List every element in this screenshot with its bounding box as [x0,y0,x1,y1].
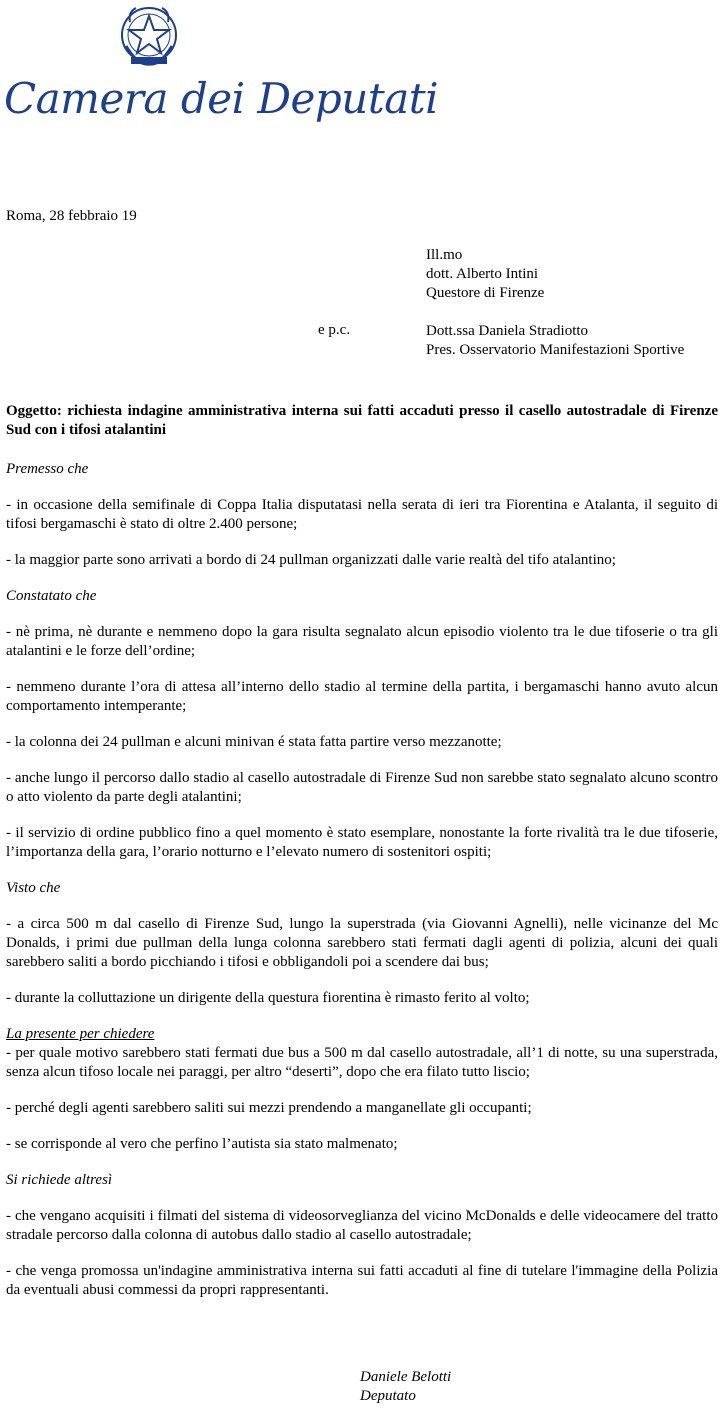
paragraph: - durante la colluttazione un dirigente della questura fiorentina è rimasto ferito al volto; [6,990,530,1006]
recipient-line: Ill.mo [426,247,463,263]
paragraph: - a circa 500 m dal casello di Firenze Sud, lungo la superstrada (via Giovanni Agnelli), nelle vicinanze del Mc Donalds, i primi due pullman della lunga colonna sarebbero stati fermati dagli agenti di polizia, alcuni dei quali sarebbero saliti a bordo picchiando i tifosi e obbligandoli poi a scendere dai bus; [6,916,718,970]
section-heading: La presente per chiedere [6,1026,155,1042]
recipient-line: Questore di Firenze [426,285,545,301]
section-heading: Visto che [6,880,61,896]
signature-name: Daniele Belotti [360,1369,452,1385]
paragraph: - che vengano acquisiti i filmati del sistema di videosorveglianza del vicino McDonalds e delle videocamere del tratto stradale percorso dalla colonna di autobus dallo stadio al casello autostradale; [6,1208,718,1243]
recipient-line: dott. Alberto Intini [426,266,539,282]
paragraph: - anche lungo il percorso dallo stadio al casello autostradale di Firenze Sud non sarebbe stato segnalato alcuno scontro o atto violento da parte degli atalantini; [6,770,718,805]
letter-subject: Oggetto: richiesta indagine amministrativa interna sui fatti accaduti presso il casello autostradale di Firenze Sud con i tifosi atalantini [6,403,718,438]
letter-body [6,460,718,1317]
emblem-logo [118,2,180,70]
paragraph: - la maggior parte sono arrivati a bordo di 24 pullman organizzati dalle varie realtà del tifo atalantino; [6,552,616,568]
paragraph: - in occasione della semifinale di Coppa Italia disputatasi nella serata di ieri tra Fiorentina e Atalanta, il seguito di tifosi bergamaschi è stato di oltre 2.400 persone; [6,497,718,532]
section-heading: Constatato che [6,588,97,604]
signature-block [360,1368,451,1406]
paragraph: - nemmeno durante l’ora di attesa all’interno dello stadio al termine della partita, i bergamaschi hanno avuto alcun comportamento intemperante; [6,679,718,714]
recipient-line: Pres. Osservatorio Manifestazioni Sportive [426,342,685,358]
recipient-primary [426,246,544,303]
recipient-cc [426,322,684,360]
paragraph: - per quale motivo sarebbero stati fermati due bus a 500 m dal casello autostradale, all’1 di notte, su una superstrada, senza alcun tifoso locale nei paraggi, per altro “deserti”, dopo che era filato tutto liscio; [6,1045,718,1080]
paragraph: - che venga promossa un'indagine amministrativa interna sui fatti accaduti al fine di tutelare l'immagine della Polizia da eventuali abusi commessi da propri rappresentanti. [6,1263,718,1298]
chamber-name: Camera dei Deputati [4,74,439,123]
paragraph: - se corrisponde al vero che perfino l’autista sia stato malmenato; [6,1136,398,1152]
recipient-line: Dott.ssa Daniela Stradiotto [426,323,589,339]
cc-label: e p.c. [318,322,351,338]
section-heading: Premesso che [6,461,89,477]
paragraph: - perché degli agenti sarebbero saliti sui mezzi prendendo a manganellate gli occupanti; [6,1100,532,1116]
paragraph: - nè prima, nè durante e nemmeno dopo la gara risulta segnalato alcun episodio violento tra le due tifoserie o tra gli atalantini e le forze dell’ordine; [6,624,718,659]
signature-title: Deputato [360,1388,416,1404]
letter-date: Roma, 28 febbraio 19 [6,208,137,224]
paragraph: - la colonna dei 24 pullman e alcuni minivan é stata fatta partire verso mezzanotte; [6,734,502,750]
paragraph: - il servizio di ordine pubblico fino a quel momento è stato esemplare, nonostante la forte rivalità tra le due tifoserie, l’importanza della gara, l’orario notturno e l’elevato numero di sostenitori ospiti; [6,825,718,860]
section-heading: Si richiede altresì [6,1172,113,1188]
